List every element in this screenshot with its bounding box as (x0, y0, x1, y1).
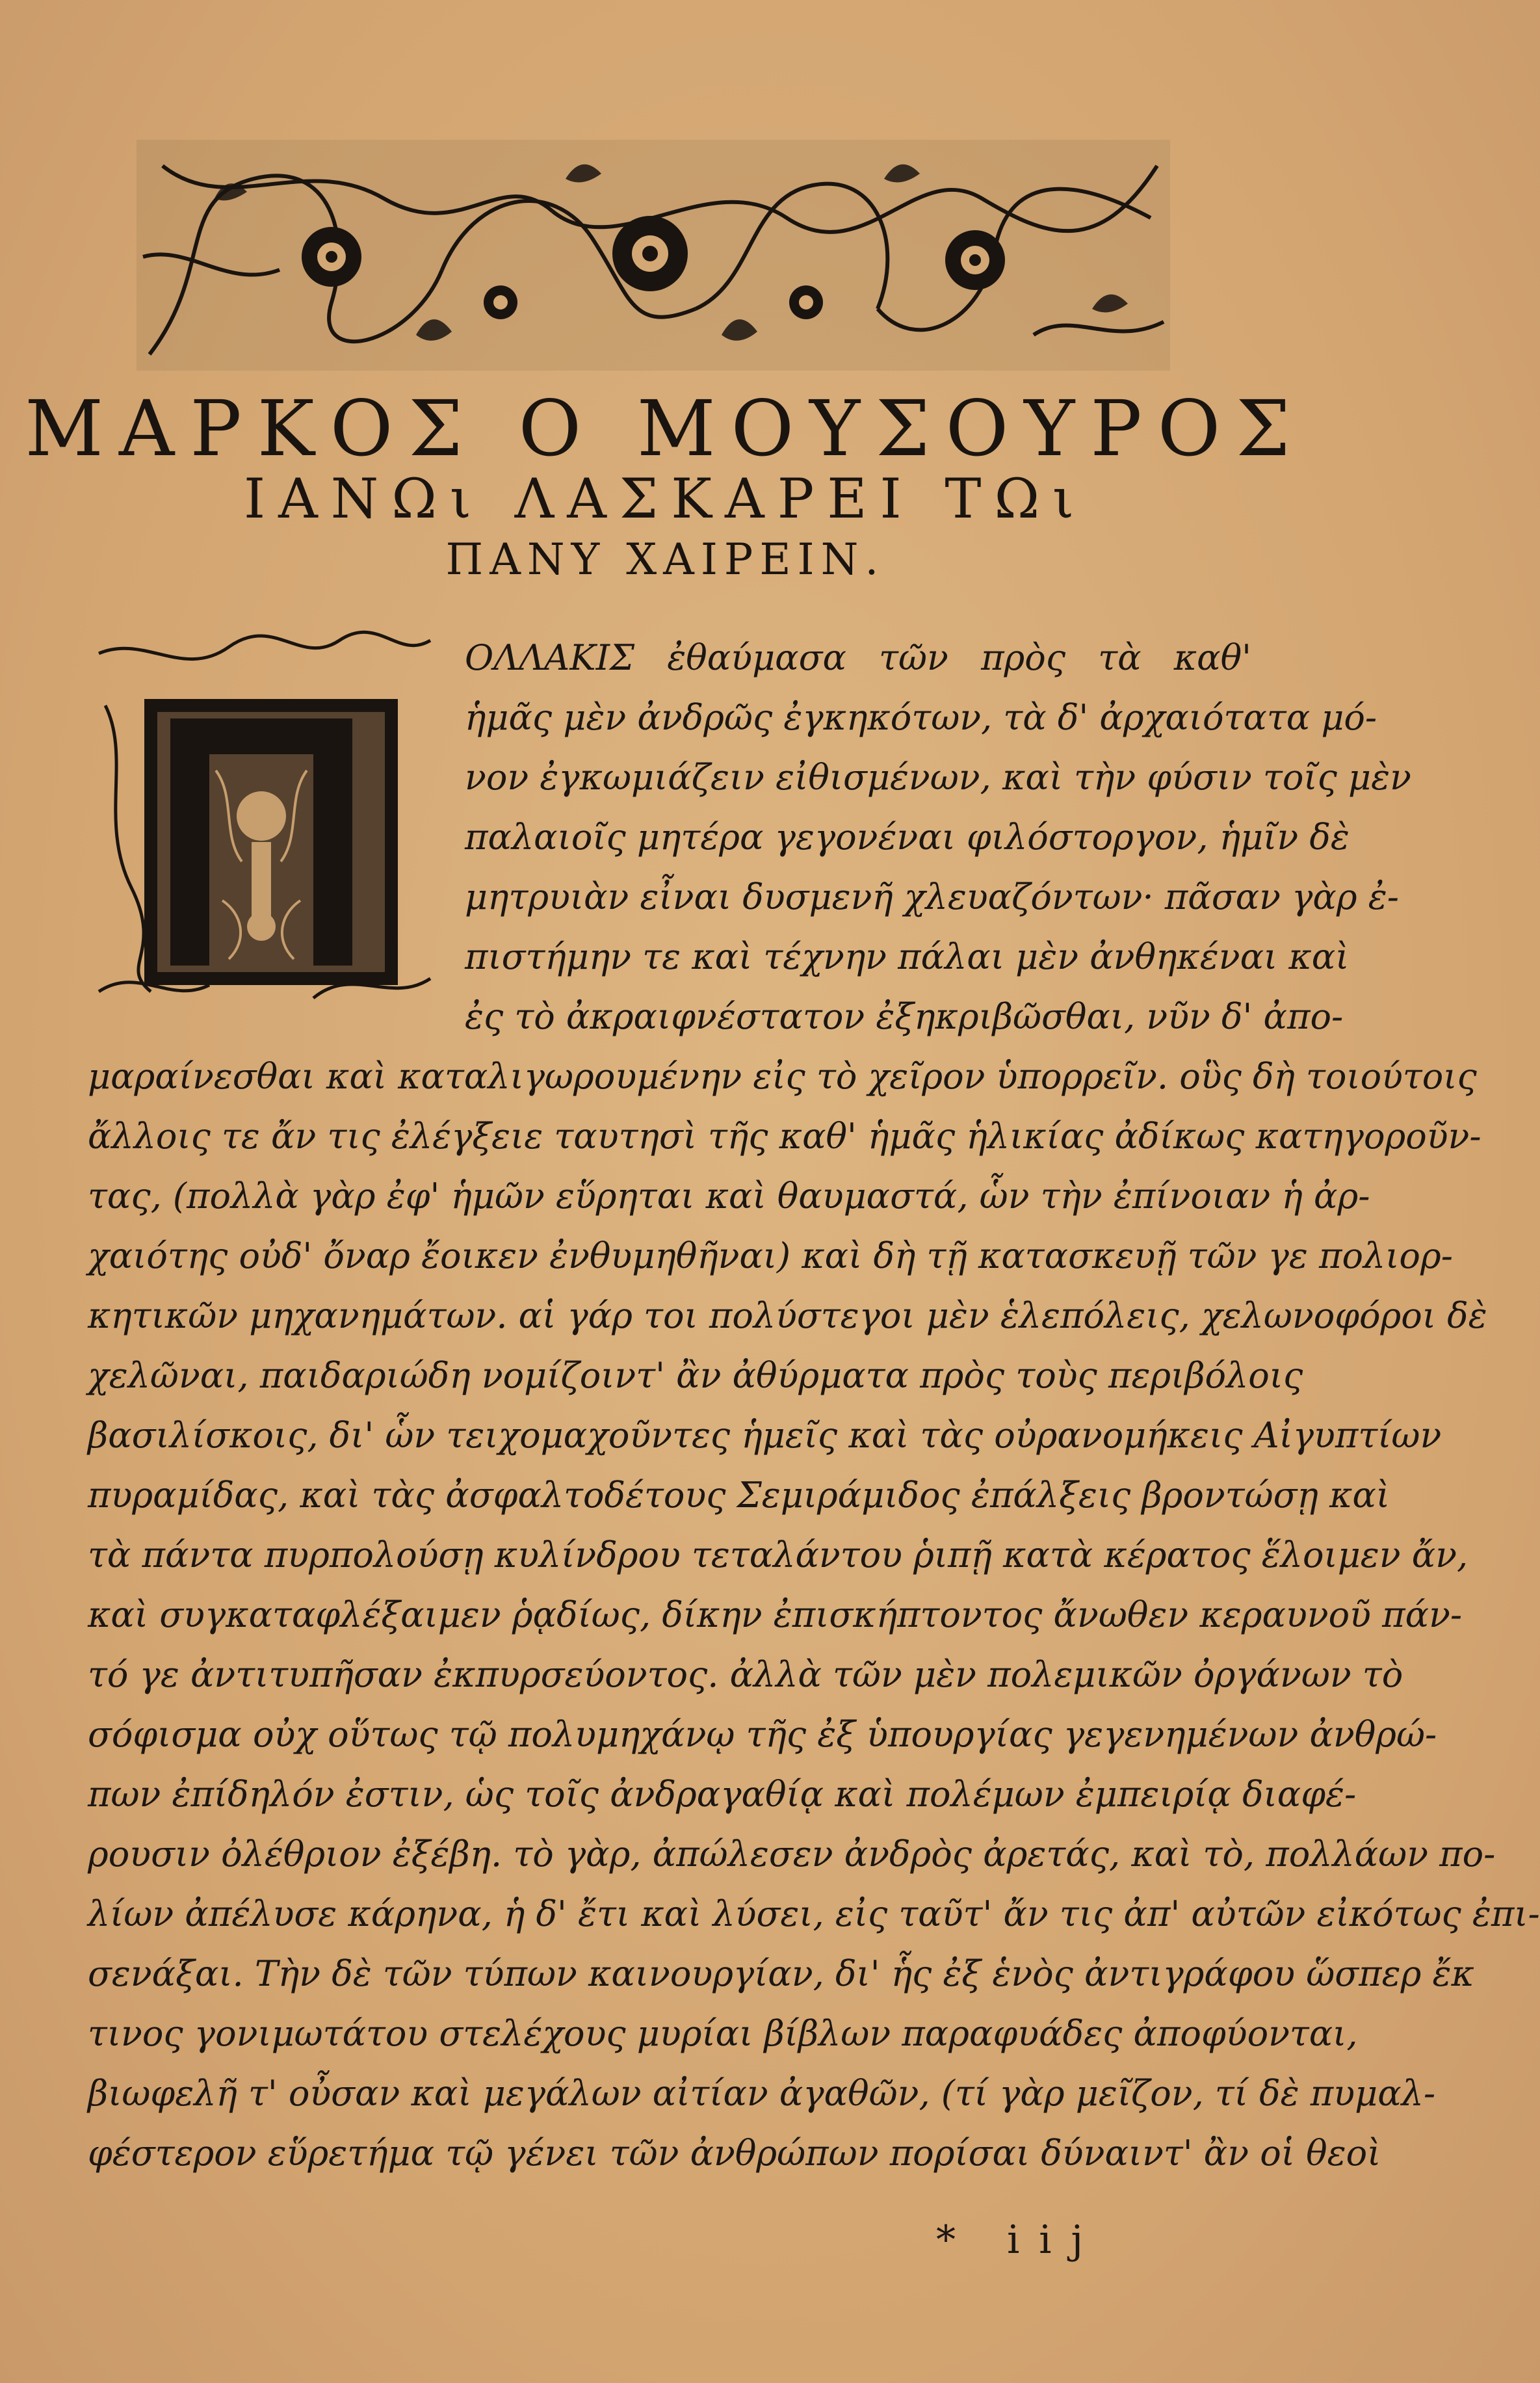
text-line: πυραμίδας, καὶ τὰς ἀσφαλτοδέτους Σεμιράμιδος ἐπάλξεις βροντώσῃ καὶ (88, 1475, 1390, 1516)
text-line: φέστερον εὕρετήμα τῷ γένει τῶν ἀνθρώπων πορίσαι δύναιντ' ἂν οἱ θεοὶ (88, 2133, 1381, 2174)
text-line: βιωφελῆ τ' οὖσαν καὶ μεγάλων αἰτίαν ἀγαθῶν, (τί γὰρ μεῖζον, τί δὲ πυμαλ- (88, 2073, 1436, 2114)
text-line: πιστήμην τε καὶ τέχνην πάλαι μὲν ἀνθηκέναι καὶ (465, 936, 1350, 977)
text-line: χελῶναι, παιδαριώδη νομίζοιντ' ἂν ἀθύρματα πρὸς τοὺς περιβόλοις (88, 1355, 1303, 1396)
text-line: τό γε ἀντιτυπῆσαν ἐκπυρσεύοντος. ἀλλὰ τῶν μὲν πολεμικῶν ὀργάνων τὸ (88, 1654, 1403, 1695)
text-line: καὶ συγκαταφλέξαιμεν ῥᾳδίως, δίκην ἐπισκήπτοντος ἄνωθεν κεραυνοῦ πάν- (88, 1594, 1463, 1635)
text-line: τὰ πάντα πυρπολούσῃ κυλίνδρου τεταλάντου ῥιπῇ κατὰ κέρατος ἕλοιμεν ἄν, (88, 1534, 1468, 1575)
text-line: χαιότης οὐδ' ὄναρ ἔοικεν ἐνθυμηθῆναι) καὶ δὴ τῇ κατασκευῇ τῶν γε πολιορ- (88, 1235, 1453, 1276)
text-line: ΟΛΛΑΚΙΣ ἐθαύμασα τῶν πρὸς τὰ καθ' (465, 637, 1251, 678)
text-line: βασιλίσκοις, δι' ὧν τειχομαχοῦντες ἡμεῖς καὶ τὰς οὐρανομήκεις Αἰγυπτίων (88, 1415, 1442, 1456)
text-line: ἐς τὸ ἀκραιφνέστατον ἐξηκριβῶσθαι, νῦν δ' ἀπο- (465, 996, 1344, 1037)
title-line-1: ΜΑΡΚΟΣ Ο ΜΟΥΣΟΥΡΟΣ (25, 384, 1306, 473)
text-line: παλαιοῖς μητέρα γεγονέναι φιλόστοργον, ἡμῖν δὲ (465, 817, 1350, 858)
text-line: ἡμᾶς μὲν ἀνδρῶς ἐγκηκότων, τὰ δ' ἀρχαιότατα μό- (465, 697, 1377, 738)
text-line: κητικῶν μηχανημάτων. αἱ γάρ τοι πολύστεγοι μὲν ἑλεπόλεις, χελωνοφόροι δὲ (88, 1295, 1487, 1336)
text-line: νον ἐγκωμιάζειν εἰθισμένων, καὶ τὴν φύσιν τοῖς μὲν (465, 757, 1411, 798)
ornamental-headpiece (137, 140, 1170, 371)
title-line-3: ΠΑΝΥ ΧΑΙΡΕΙΝ. (445, 534, 885, 585)
text-line: μαραίνεσθαι καὶ καταλιγωρουμένην εἰς τὸ χεῖρον ὑπορρεῖν. οὓς δὴ τοιούτοις (88, 1056, 1477, 1097)
text-line: σόφισμα οὐχ οὕτως τῷ πολυμηχάνῳ τῆς ἐξ ὑπουργίας γεγενημένων ἀνθρώ- (88, 1714, 1437, 1755)
text-line: τινος γονιμωτάτου στελέχους μυρίαι βίβλων παραφυάδες ἀποφύονται, (88, 2013, 1358, 2054)
text-line: ρουσιν ὀλέθριον ἐξέβη. τὸ γὰρ, ἀπώλεσεν ἀνδρὸς ἀρετάς, καὶ τὸ, πολλάων πο- (88, 1834, 1496, 1875)
text-line: μητρυιὰν εἶναι δυσμενῆ χλευαζόντων· πᾶσαν γὰρ ἐ- (465, 876, 1399, 917)
text-line: ἄλλοις τε ἄν τις ἐλέγξειε ταυτησὶ τῆς καθ' ἡμᾶς ἡλικίας ἀδίκως κατηγοροῦν- (88, 1116, 1481, 1157)
title-line-2: ΙΑΝΩι ΛΑΣΚΑΡΕΙ ΤΩι (243, 467, 1088, 531)
text-line: λίων ἀπέλυσε κάρηνα, ἡ δ' ἔτι καὶ λύσει, εἰς ταῦτ' ἄν τις ἀπ' αὐτῶν εἰκότως ἐπι- (88, 1893, 1540, 1934)
text-line: σενάξαι. Τὴν δὲ τῶν τύπων καινουργίαν, δι' ἧς ἐξ ἑνὸς ἀντιγράφου ὥσπερ ἔκ (88, 1953, 1474, 1994)
decorated-initial (92, 627, 437, 1011)
signature-mark: * iij (936, 2217, 1103, 2263)
text-line: πων ἐπίδηλόν ἐστιν, ὡς τοῖς ἀνδραγαθίᾳ καὶ πολέμων ἐμπειρίᾳ διαφέ- (88, 1774, 1357, 1815)
text-line: τας, (πολλὰ γὰρ ἐφ' ἡμῶν εὕρηται καὶ θαυμαστά, ὧν τὴν ἐπίνοιαν ἡ ἀρ- (88, 1176, 1370, 1217)
